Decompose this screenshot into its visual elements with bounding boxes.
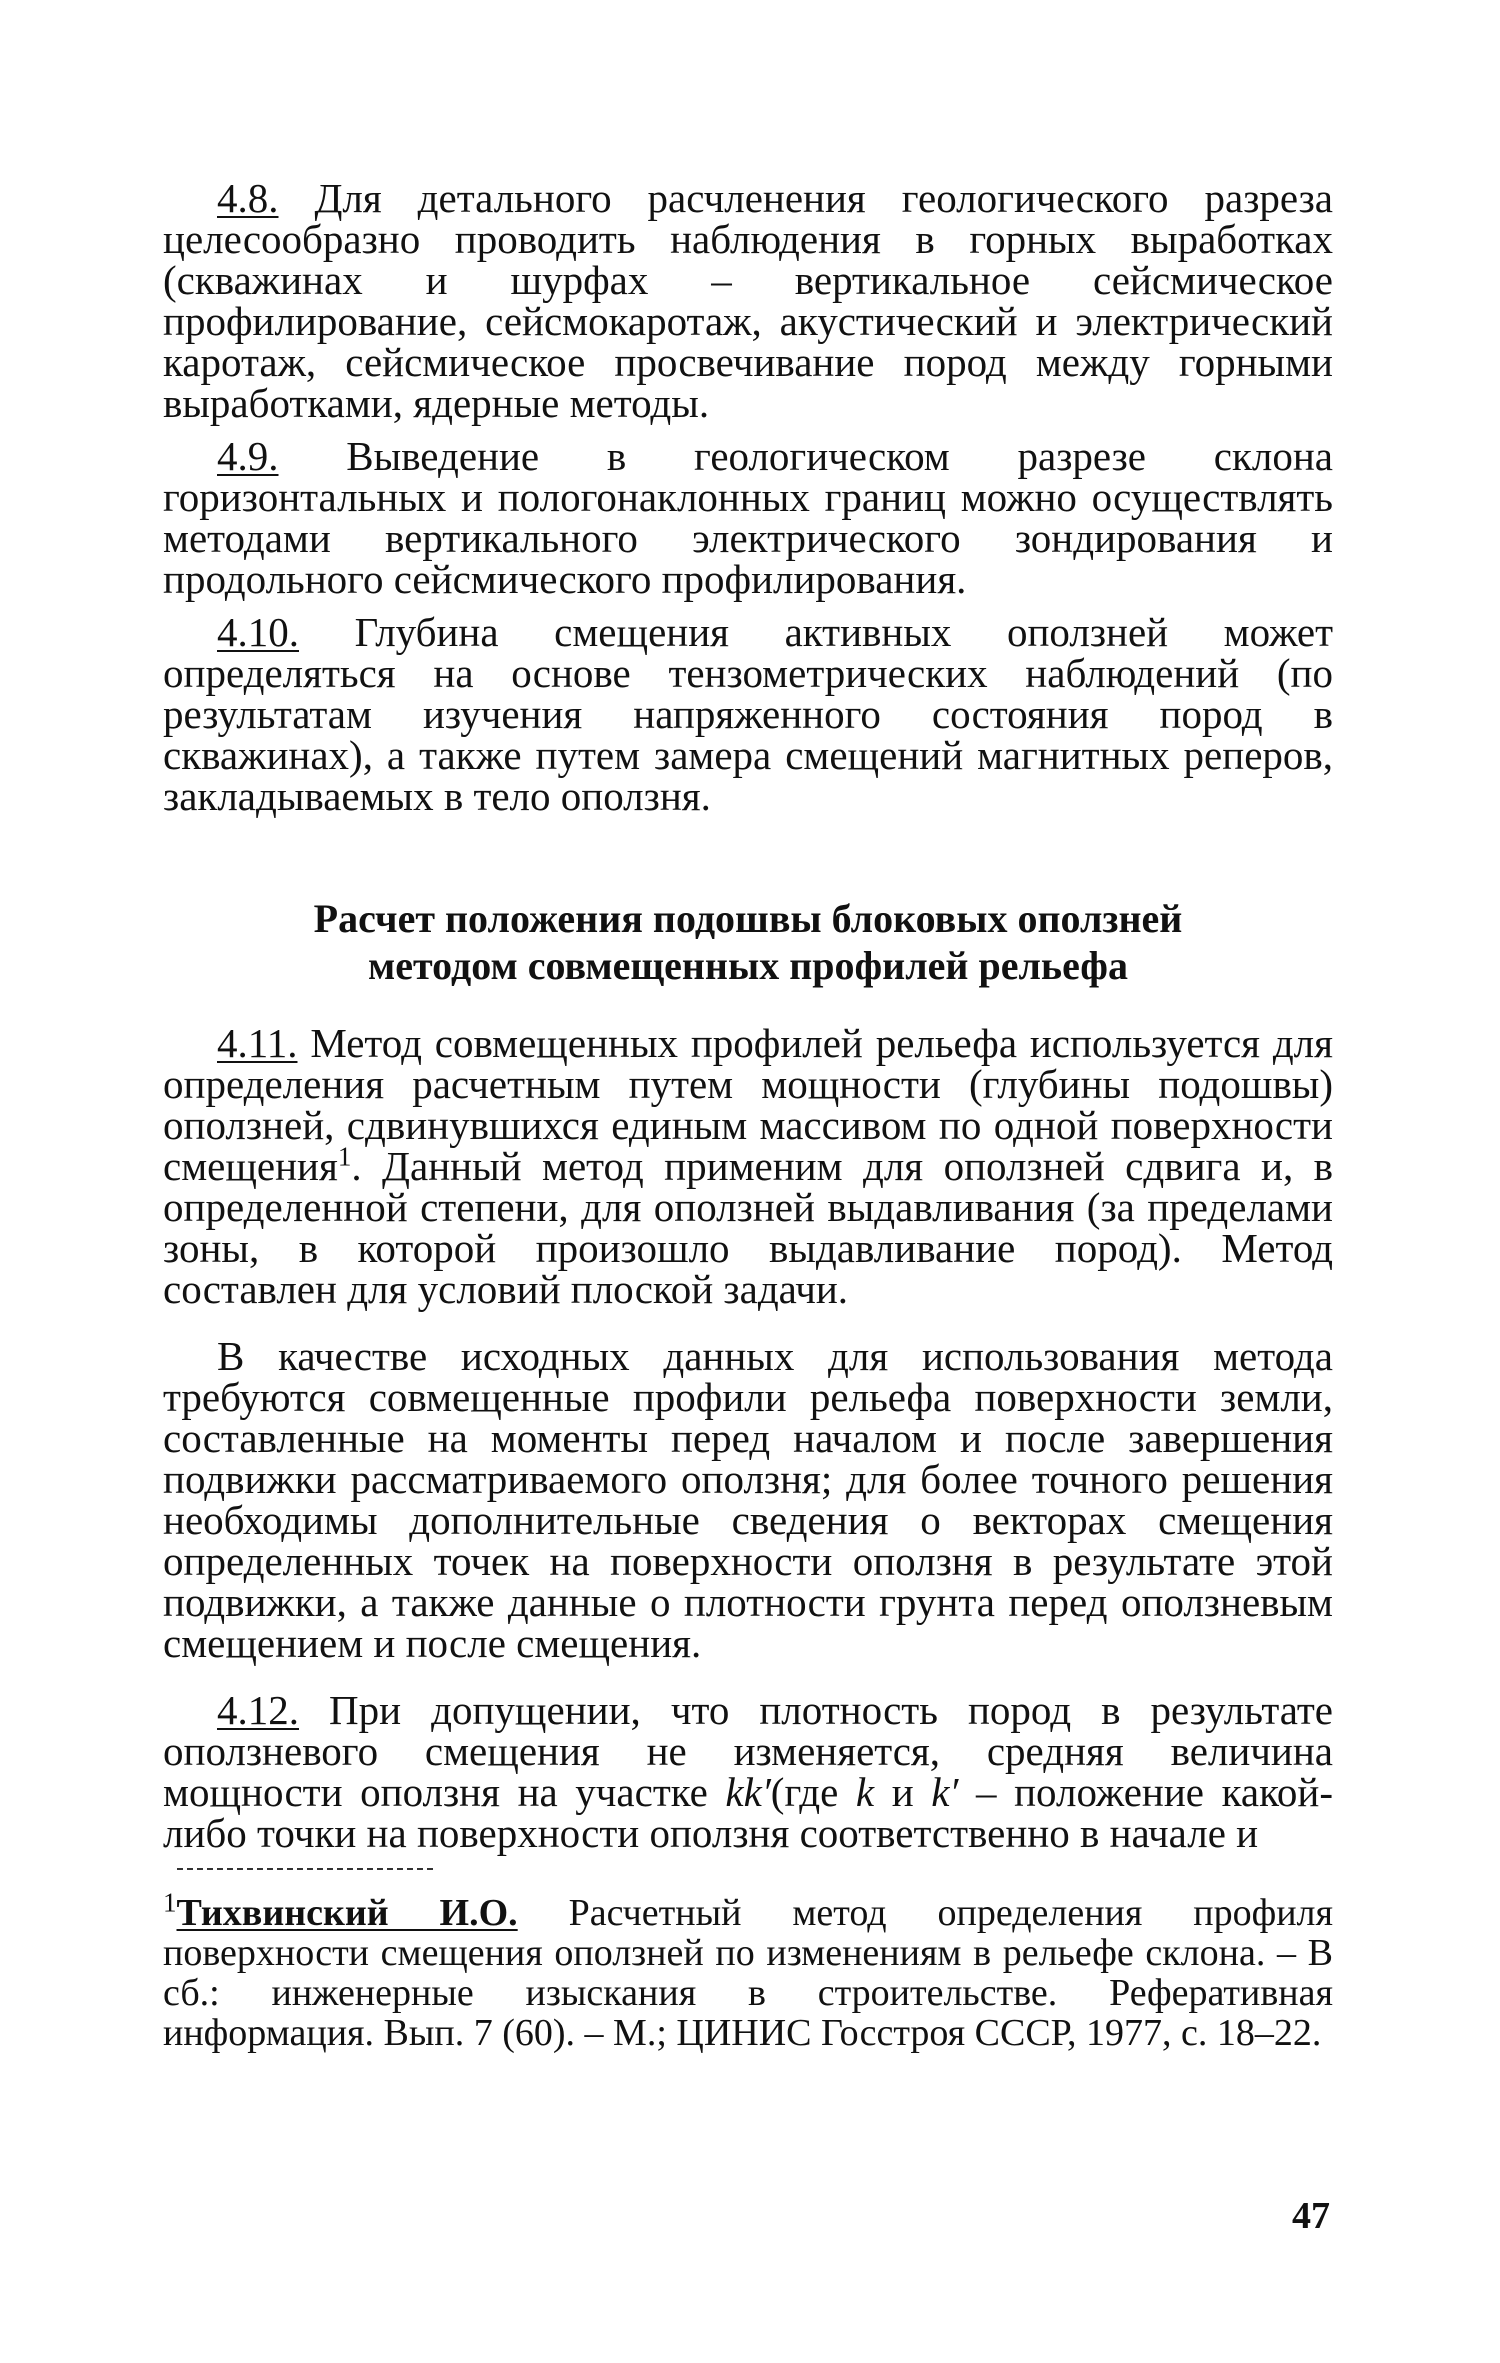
paragraph-number: 4.12.	[217, 1687, 299, 1733]
footnote-author: Тихвинский И.О.	[176, 1892, 518, 1934]
page-body	[163, 175, 1334, 1866]
paragraph-4-10	[163, 609, 1334, 819]
paragraph-text: (где	[770, 1769, 839, 1815]
paragraph-4-11	[163, 1020, 1334, 1312]
section-heading-line-1: Расчет положения подошвы блоковых оползней	[313, 896, 1183, 941]
paragraph-text: В качестве исходных данных для использования метода требуются совмещенные профили рельефа поверхности земли, составленные на моменты перед началом и после завершения подвижки рассматриваемого оползня; для более точного решения необходимы дополнительные сведения о векторах смещения определенных точек на поверхности оползня в результате этой подвижки, а также данные о плотности грунта перед оползневым смещением и после смещения.	[163, 1333, 1333, 1666]
paragraph-4-9	[163, 433, 1334, 602]
footnote-text: Расчетный метод определения профиля поверхности смещения оползней по изменениям в рельефе склона. – В сб.: инженерные изыскания в строительстве. Реферативная информация. Вып. 7 (60). – М.; ЦИНИС Госстроя СССР, 1977, с. 18–22.	[163, 1892, 1333, 2054]
paragraph-number: 4.9.	[217, 433, 279, 479]
paragraph-text: Выведение в геологическом разрезе склона горизонтальных и пологонаклонных границ можно осуществлять методами вертикального электрического зондирования и продольного сейсмического профилирования.	[163, 433, 1334, 602]
paragraph-4-12	[163, 1687, 1334, 1856]
variable-kk: kk′	[725, 1769, 771, 1815]
paragraph-4-8	[163, 175, 1333, 426]
footnote-reference[interactable]: 1	[337, 1141, 352, 1172]
footnote-divider	[177, 1868, 433, 1870]
paragraph-text: и	[891, 1769, 914, 1815]
paragraph-text: Метод совмещенных профилей рельефа используется для определения расчетным путем мощности (глубины подошвы) оползней, сдвинувшихся единым массивом по одной поверхности смещения	[163, 1020, 1334, 1189]
paragraph-text: Для детального расчленения геологического разреза целесообразно проводить наблюдения в горных выработках (скважинах и шурфах – вертикальное сейсмическое профилирование, сейсмокаротаж, акустический и электрический каротаж, сейсмическое просвечивание пород между горными выработками, ядерные методы.	[163, 175, 1333, 426]
section-heading-line-2: методом совмещенных профилей рельефа	[368, 943, 1128, 988]
variable-k-prime: k′	[931, 1769, 959, 1815]
paragraph-text-continued: . Данный метод применим для оползней сдвига и, в определенной степени, для оползней выдавливания (за пределами зоны, в которой произошло выдавливание пород). Метод составлен для условий плоской задачи.	[163, 1143, 1333, 1312]
paragraph-text: Глубина смещения активных оползней может определяться на основе тензометрических наблюдений (по результатам изучения напряженного состояния пород в скважинах), а также путем замера смещений магнитных реперов, закладываемых в тело оползня.	[163, 609, 1334, 819]
paragraph-input-data	[163, 1333, 1333, 1666]
footnote-mark: 1	[163, 1887, 177, 1918]
paragraph-number: 4.11.	[217, 1020, 298, 1066]
paragraph-text: – положение какой-либо точки на поверхности оползня соответственно в начале и	[163, 1769, 1334, 1856]
variable-k: k	[855, 1769, 875, 1815]
paragraph-number: 4.8.	[217, 175, 279, 221]
section-heading	[163, 895, 1333, 989]
paragraph-text: При допущении, что плотность пород в результате оползневого смещения не изменяется, средняя величина мощности оползня на участке	[163, 1687, 1333, 1815]
footnote	[163, 1887, 1333, 2054]
page-number: 47	[1292, 2195, 1330, 2237]
paragraph-number: 4.10.	[217, 609, 299, 655]
